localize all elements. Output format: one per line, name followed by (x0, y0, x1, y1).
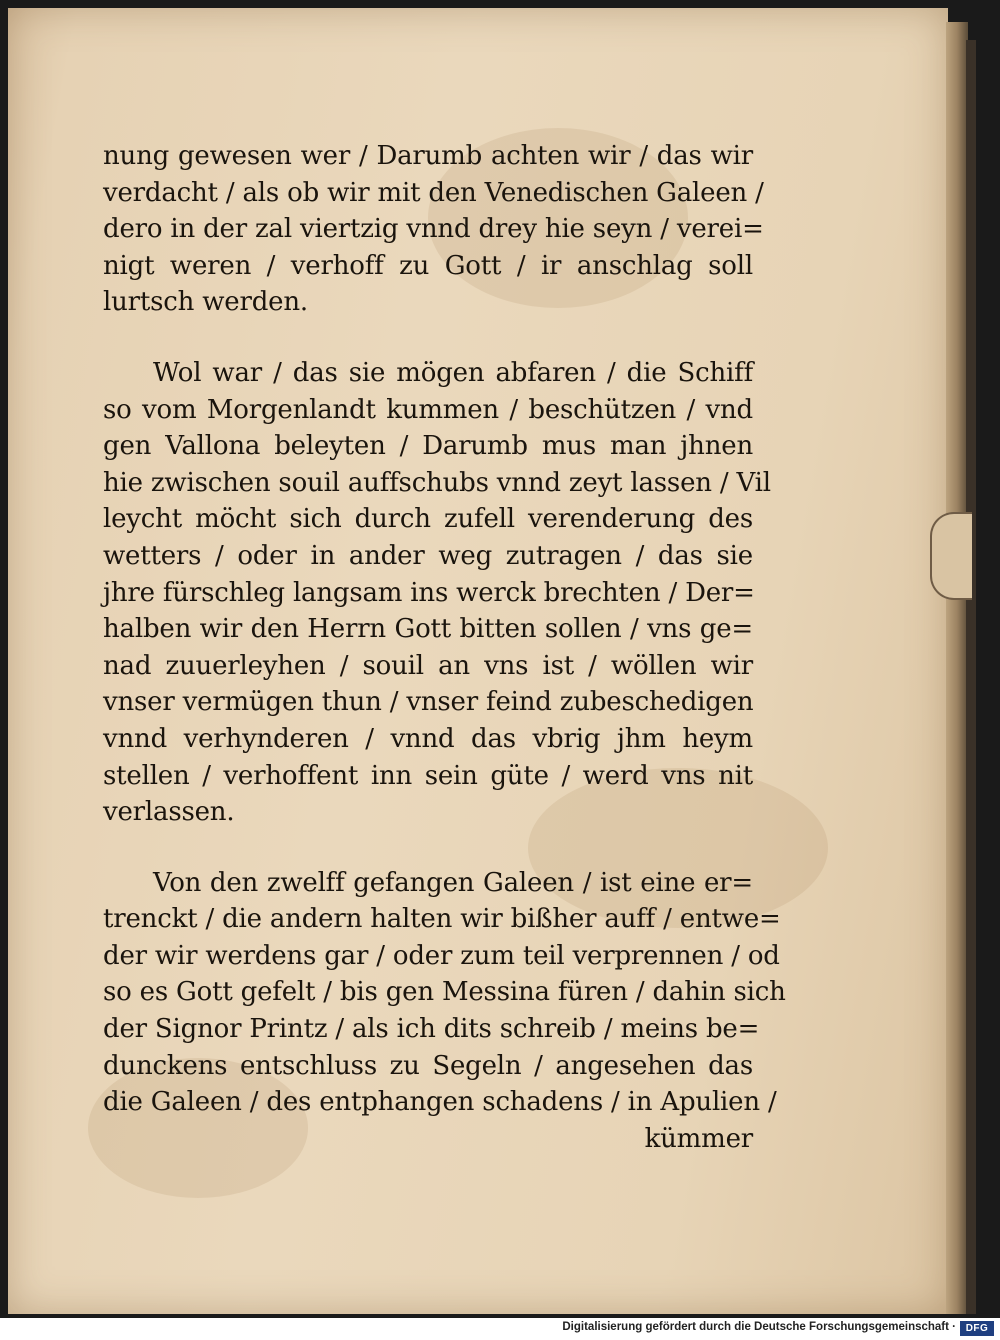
text-line: verdacht / als ob wir mit den Venedischen Galeen / (103, 177, 764, 208)
text-line: dunckens entschluss zu Segeln / angesehen das (103, 1050, 753, 1081)
text-line: Wol war / das sie mögen abfaren / die Schiff (153, 357, 753, 388)
text-line: halben wir den Herrn Gott bitten sollen / vns ge= (103, 614, 753, 645)
body-text (103, 138, 786, 1157)
text-line: vnser vermügen thun / vnser feind zubeschedigen (103, 687, 754, 718)
text-line: lurtsch werden. (103, 287, 308, 318)
text-line: der wir werdens gar / oder zum teil verprennen / od (103, 940, 780, 971)
footer-bar (0, 1318, 1000, 1340)
text-line: verlassen. (103, 797, 235, 828)
text-line: nad zuuerleyhen / souil an vns ist / wöllen wir (103, 650, 753, 681)
text-line: jhre fürschleg langsam ins werck brechten / Der= (103, 577, 755, 608)
text-line: der Signor Printz / als ich dits schreib / meins be= (103, 1014, 760, 1045)
text-line: die Galeen / des entphangen schadens / in Apulien / (103, 1087, 777, 1118)
text-line: leycht möcht sich durch zufell verenderung des (103, 504, 753, 535)
text-line: Von den zwelff gefangen Galeen / ist eine er= (153, 867, 753, 898)
dfg-logo-icon: DFG (960, 1321, 994, 1336)
text-line: so vom Morgenlandt kummen / beschützen / vnd (103, 394, 753, 425)
text-line: trenckt / die andern halten wir bißher auff / entwe= (103, 904, 781, 935)
text-line: nung gewesen wer / Darumb achten wir / das wir (103, 141, 753, 171)
text-line: hie zwischen souil auffschubs vnnd zeyt lassen / Vil (103, 467, 771, 498)
funding-credit: Digitalisierung gefördert durch die Deutsche Forschungsgemeinschaft · (562, 1321, 956, 1333)
catchword: kümmer (644, 1123, 753, 1154)
text-line: stellen / verhoffent inn sein güte / werd vns nit (103, 760, 753, 791)
text-line: nigt weren / verhoff zu Gott / ir anschlag soll (103, 250, 753, 281)
paragraph-gap (103, 321, 753, 355)
text-line: vnnd verhynderen / vnnd das vbrig jhm heym (103, 723, 753, 754)
paragraph-gap (103, 831, 753, 865)
page-edge (946, 22, 968, 1314)
bookmark-tab (930, 512, 972, 600)
text-line: dero in der zal viertzig vnnd drey hie seyn / verei= (103, 214, 764, 245)
text-line: so es Gott gefelt / bis gen Messina füren / dahin sich (103, 977, 786, 1008)
book-page (8, 8, 948, 1314)
text-line: gen Vallona beleyten / Darumb mus man jhnen (103, 431, 753, 462)
page-edge-shadow (966, 40, 976, 1314)
text-line: wetters / oder in ander weg zutragen / das sie (103, 540, 753, 571)
